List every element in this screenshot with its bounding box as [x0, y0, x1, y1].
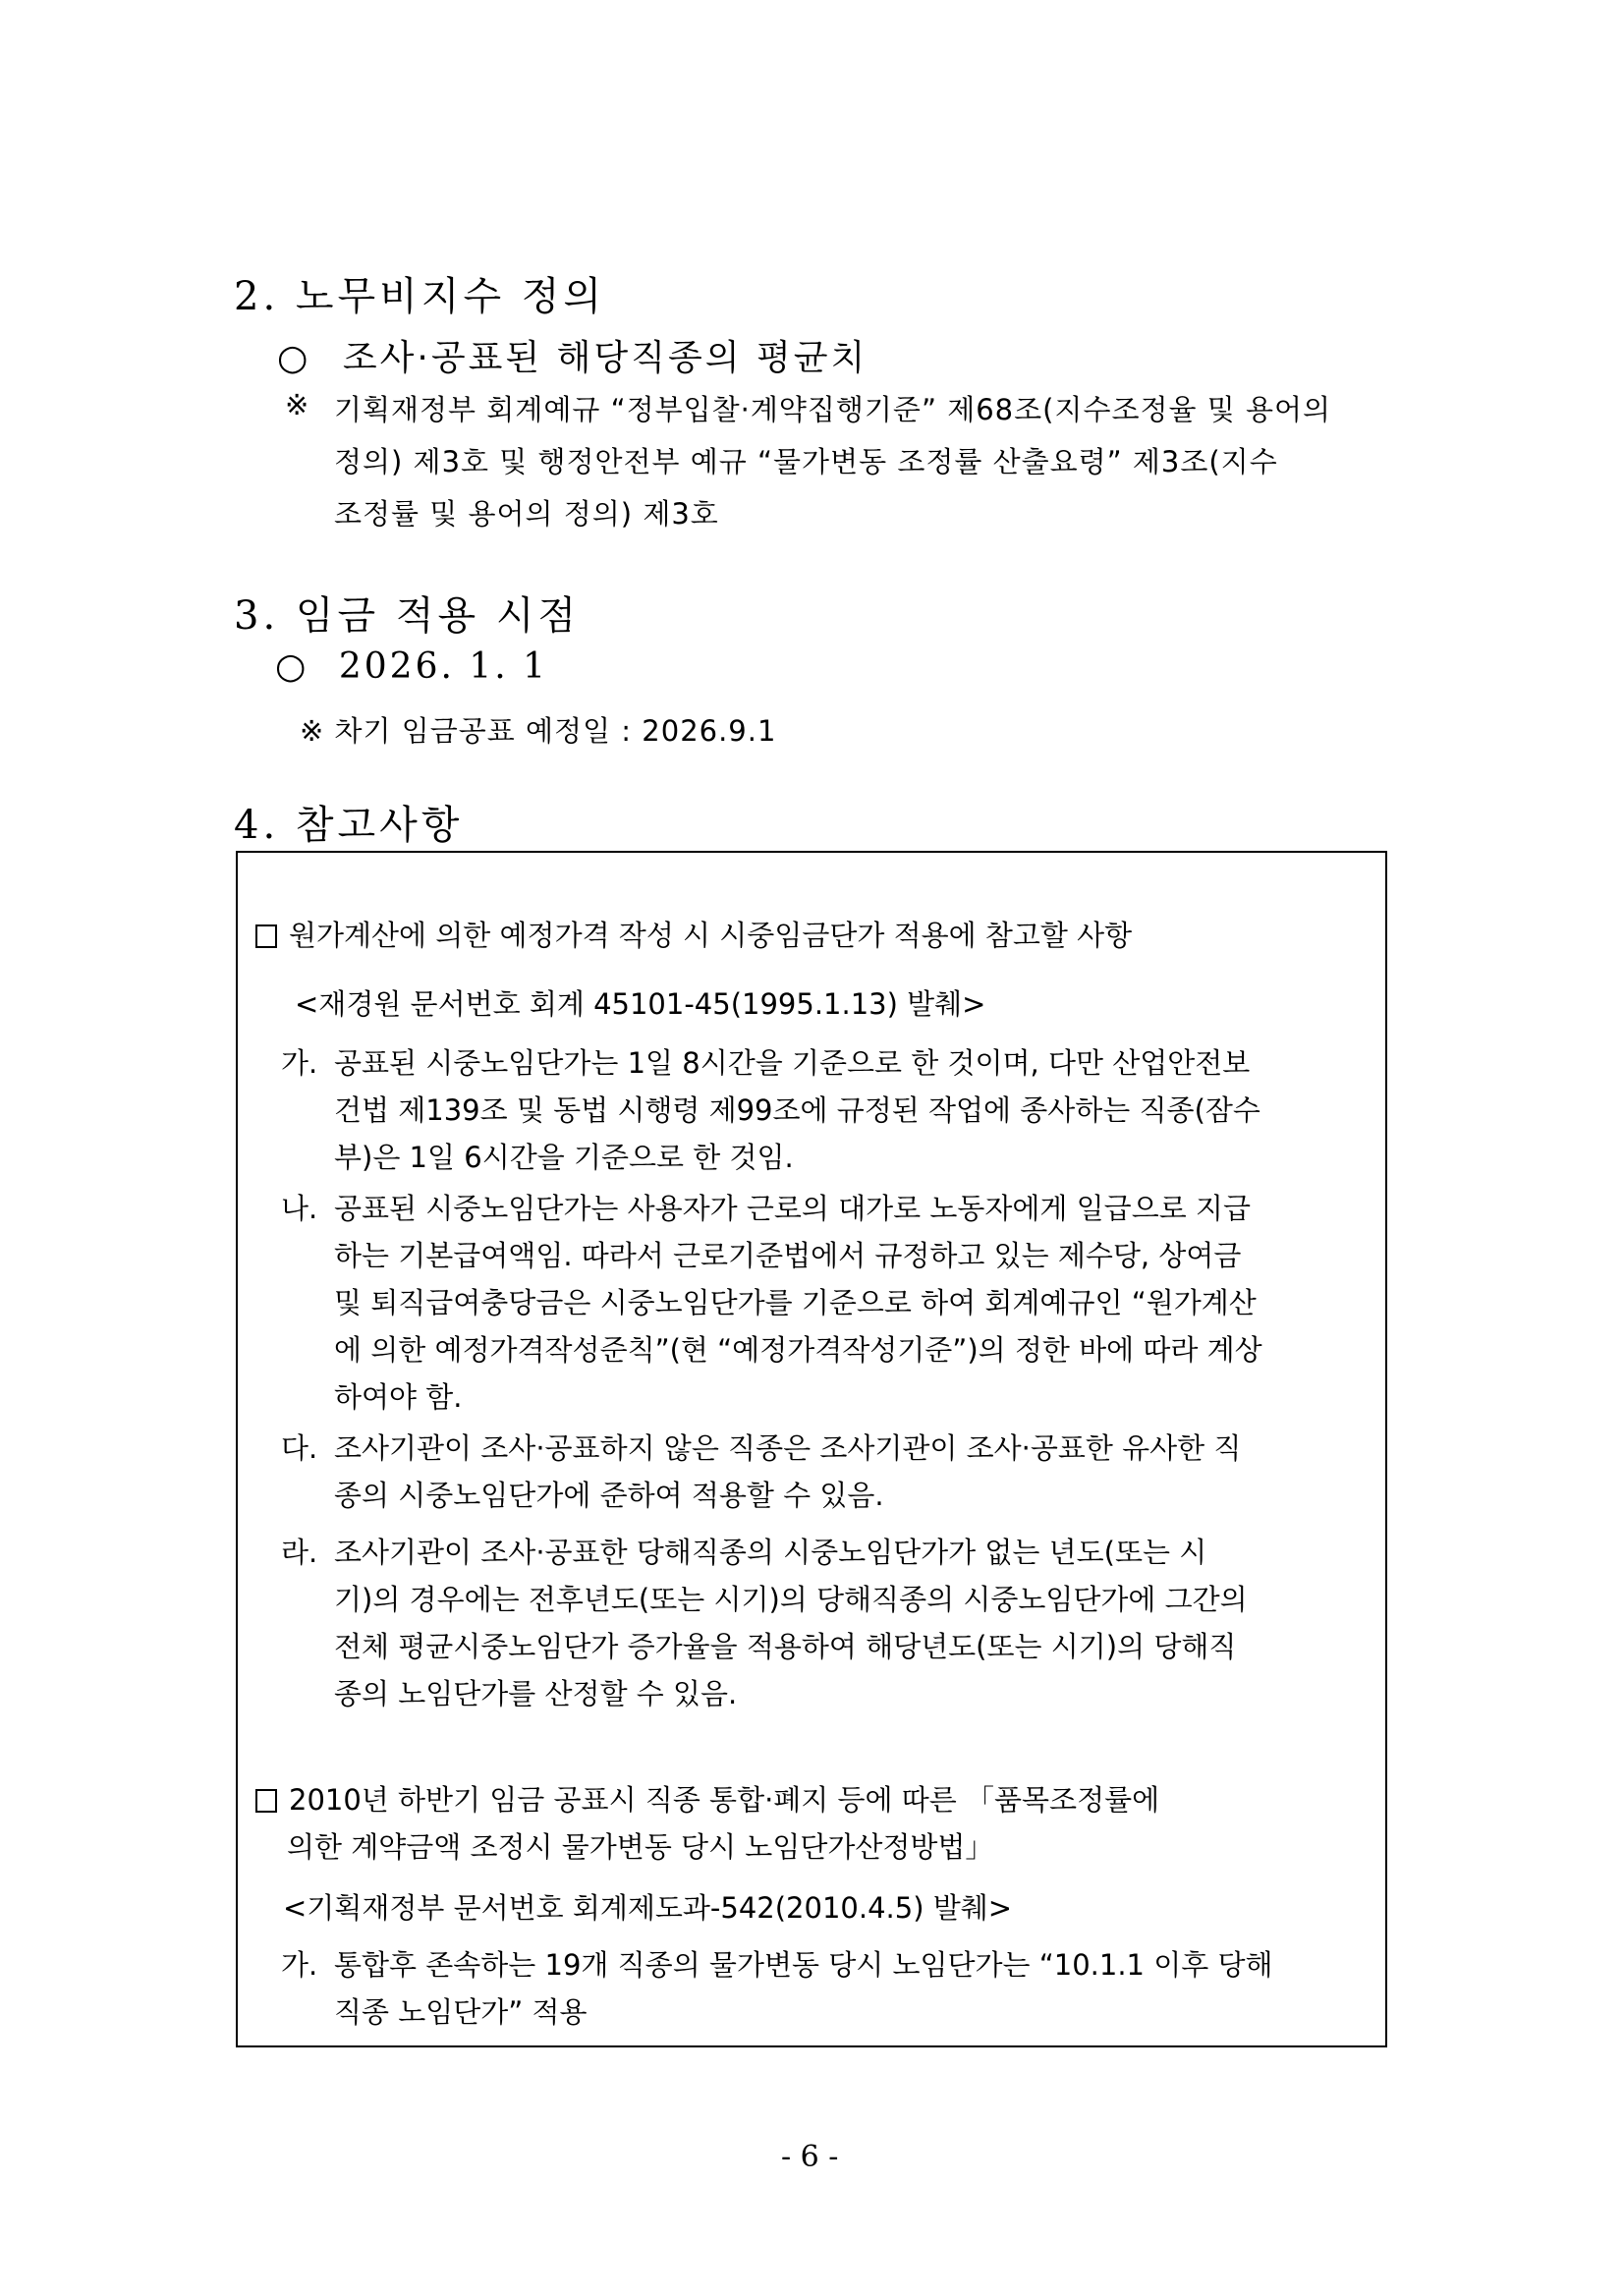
block-2-title-line-2: 의한 계약금액 조정시 물가변동 당시 노임단가산정방법」: [287, 1830, 994, 1864]
item-na-line-5: 하여야 함.: [334, 1380, 463, 1414]
item-na-line-1: 공표된 시중노임단가는 사용자가 근로의 대가로 노동자에게 일급으로 지급: [334, 1192, 1251, 1225]
block-2-title-text: 2010년 하반기 임금 공표시 직종 통합·폐지 등에 따른 「품목조정률에: [289, 1783, 1160, 1817]
section-4-heading: 4. 참고사항: [234, 803, 464, 848]
item-ga-line-3: 부)은 1일 6시간을 기준으로 한 것임.: [334, 1141, 794, 1174]
section-3-note: ※ 차기 임금공표 예정일 : 2026.9.1: [300, 714, 777, 748]
block-2-item-ga-line-1: 통합후 존속하는 19개 직종의 물가변동 당시 노임단가는 “10.1.1 이후 당해: [334, 1948, 1273, 1982]
block-1-reference: <재경원 문서번호 회계 45101-45(1995.1.13) 발췌>: [295, 987, 986, 1021]
block-2-reference: <기획재정부 문서번호 회계제도과-542(2010.4.5) 발췌>: [283, 1891, 1013, 1925]
item-marker: 가.: [281, 1948, 318, 1982]
block-1-title: [255, 914, 1132, 954]
item-da-line-1: 조사기관이 조사·공표하지 않은 직종은 조사기관이 조사·공표한 유사한 직: [334, 1431, 1242, 1465]
checkbox-icon: [255, 924, 277, 948]
item-marker: 가.: [281, 1046, 318, 1080]
item-ra-line-4: 종의 노임단가를 산정할 수 있음.: [334, 1677, 738, 1710]
circle-bullet-icon: ○: [277, 338, 311, 378]
item-ra-line-1: 조사기관이 조사·공표한 당해직종의 시중노임단가가 없는 년도(또는 시: [334, 1536, 1207, 1569]
item-ga-line-2: 건법 제139조 및 동법 시행령 제99조에 규정된 작업에 종사하는 직종(잠수: [334, 1093, 1260, 1127]
section-3-bullet: [275, 646, 548, 687]
section-2-note-line-3: 조정률 및 용어의 정의) 제3호: [334, 497, 719, 531]
section-2-bullet: [277, 330, 868, 380]
item-ra-line-2: 기)의 경우에는 전후년도(또는 시기)의 당해직종의 시중노임단가에 그간의: [334, 1583, 1248, 1616]
reference-box: [236, 851, 1387, 2047]
item-na-line-4: 에 의한 예정가격작성준칙”(현 “예정가격작성기준”)의 정한 바에 따라 계상: [334, 1333, 1262, 1367]
section-2-heading: 2. 노무비지수 정의: [234, 274, 606, 319]
block-2-item-ga-line-2: 직종 노임단가” 적용: [334, 1995, 588, 2029]
item-na-line-3: 및 퇴직급여충당금은 시중노임단가를 기준으로 하여 회계예규인 “원가계산: [334, 1286, 1257, 1319]
section-2-note-line-2: 정의) 제3호 및 행정안전부 예규 “물가변동 조정률 산출요령” 제3조(지수: [334, 445, 1278, 478]
item-marker: 나.: [281, 1192, 318, 1225]
circle-bullet-icon: ○: [275, 646, 309, 687]
item-da-line-2: 종의 시중노임단가에 준하여 적용할 수 있음.: [334, 1479, 884, 1512]
item-ra-line-3: 전체 평균시중노임단가 증가율을 적용하여 해당년도(또는 시기)의 당해직: [334, 1630, 1237, 1663]
checkbox-icon: [255, 1789, 277, 1813]
reference-mark-icon: ※: [285, 388, 310, 421]
section-2-bullet-text: 조사·공표된 해당직종의 평균치: [342, 338, 868, 378]
item-marker: 라.: [281, 1536, 318, 1569]
section-2-note-line-1: 기획재정부 회계예규 “정부입찰·계약집행기준” 제68조(지수조정율 및 용어의: [334, 393, 1331, 426]
item-marker: 다.: [281, 1431, 318, 1465]
item-na-line-2: 하는 기본급여액임. 따라서 근로기준법에서 규정하고 있는 제수당, 상여금: [334, 1239, 1242, 1272]
item-ga-line-1: 공표된 시중노임단가는 1일 8시간을 기준으로 한 것이며, 다만 산업안전보: [334, 1046, 1251, 1080]
page-number: - 6 -: [781, 2140, 839, 2174]
block-2-title-line-1: [255, 1778, 1159, 1819]
block-1-title-text: 원가계산에 의한 예정가격 작성 시 시중임금단가 적용에 참고할 사항: [289, 919, 1133, 952]
section-3-heading: 3. 임금 적용 시점: [234, 593, 581, 639]
section-3-date: 2026. 1. 1: [338, 646, 549, 687]
